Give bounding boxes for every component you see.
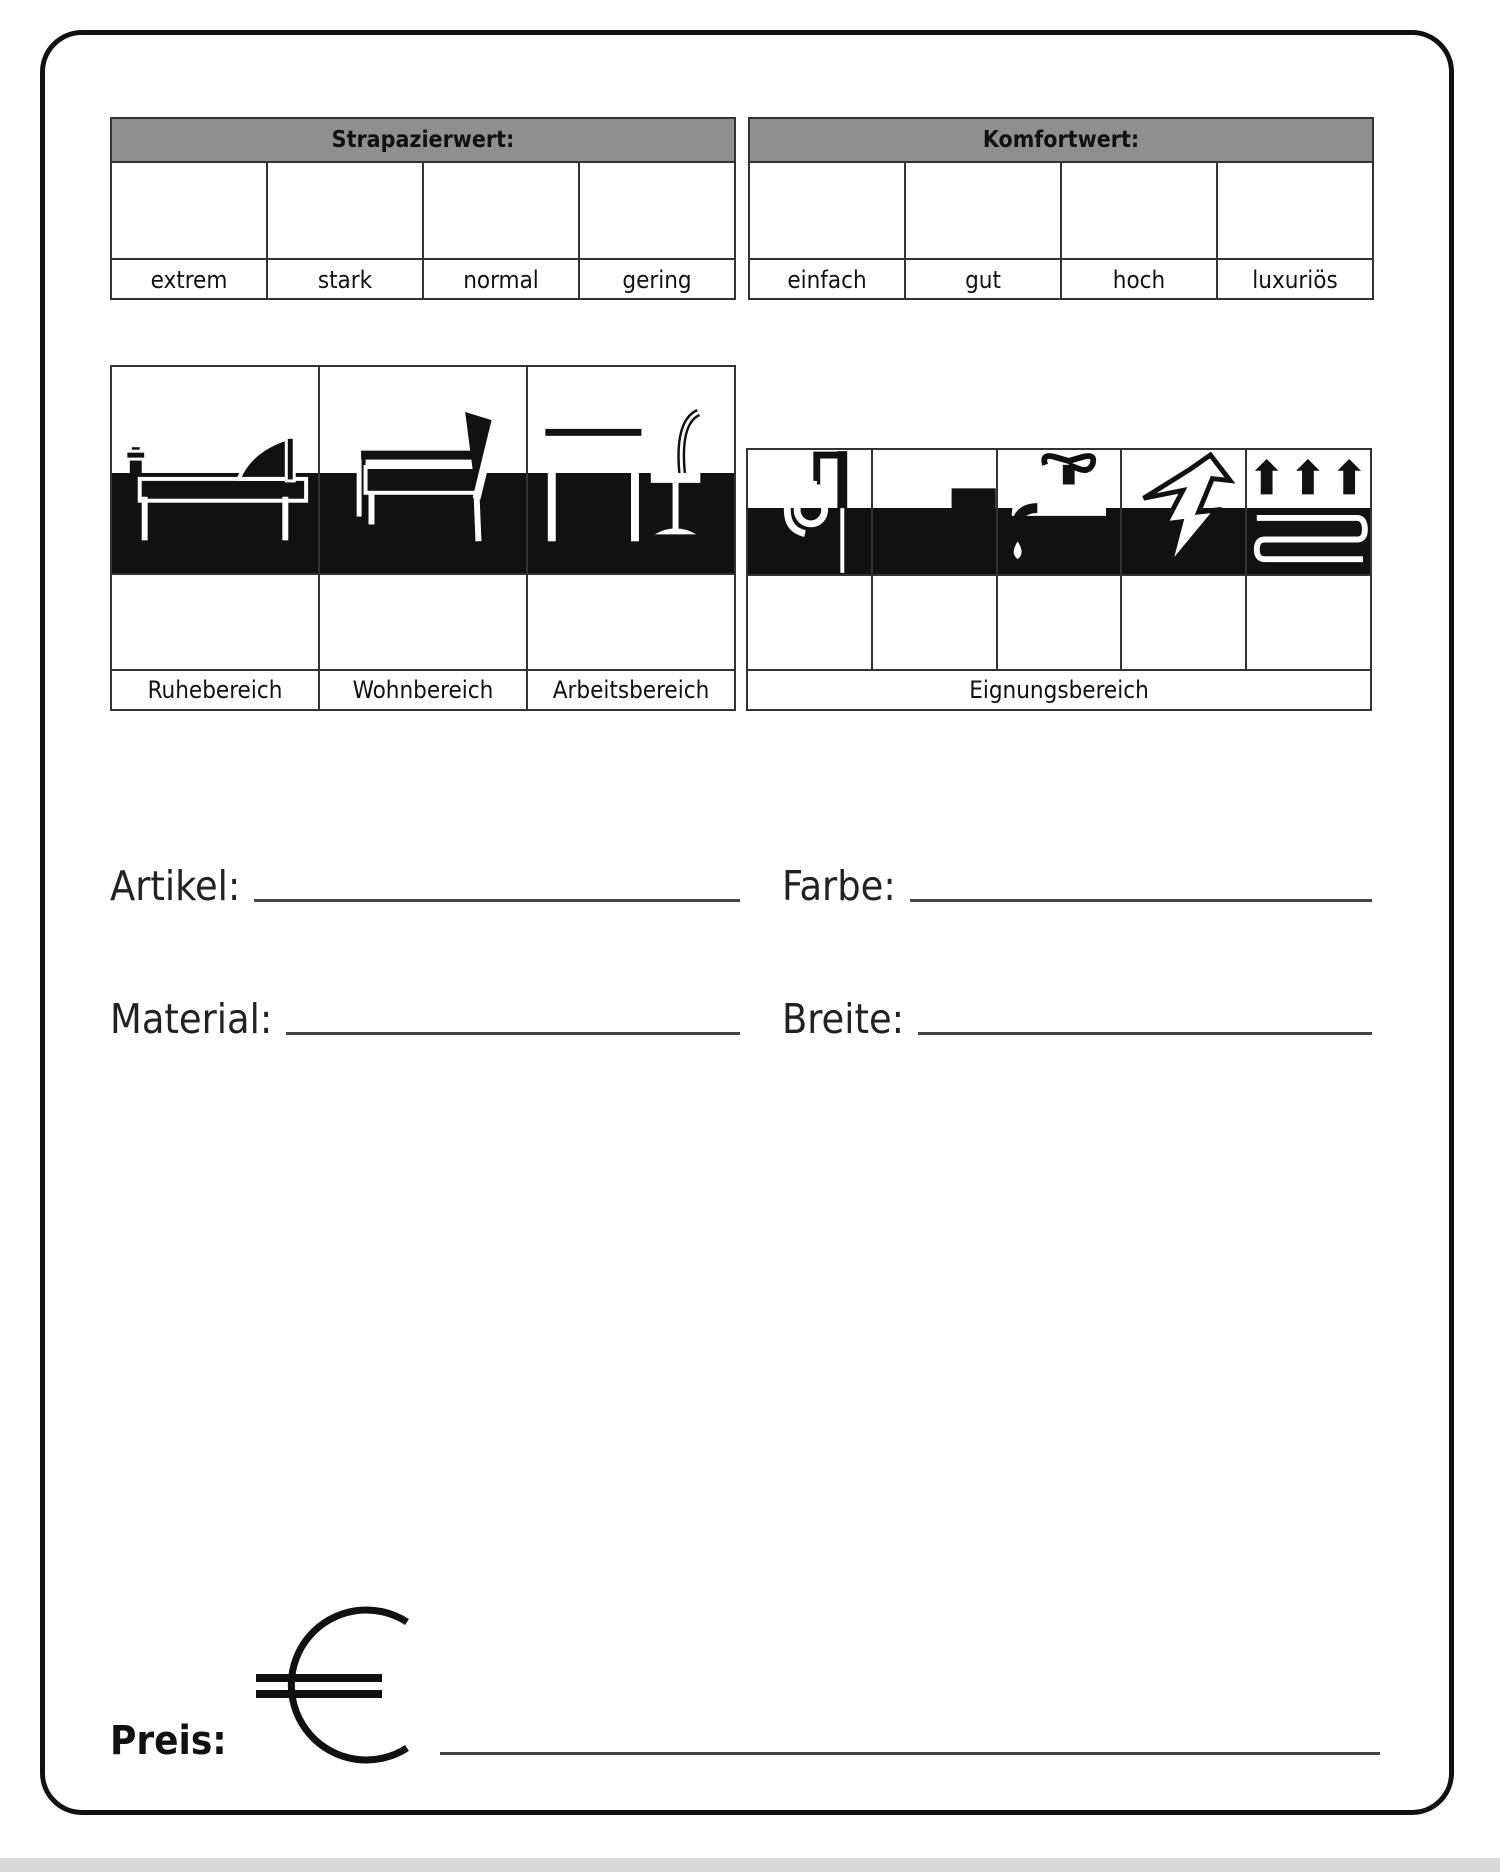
scan-edge: [0, 1858, 1500, 1872]
material-label: Material:: [110, 995, 273, 1043]
eignung-box-castor[interactable]: [748, 576, 873, 669]
bereich-label: Ruhebereich: [112, 671, 320, 709]
komfortwert-table: [748, 117, 1374, 300]
preis-line[interactable]: [440, 1752, 1380, 1755]
komfortwert-box-hoch[interactable]: [1062, 163, 1218, 258]
komfortwert-title: Komfortwert:: [750, 119, 1372, 163]
artikel-field[interactable]: [110, 862, 740, 910]
komfortwert-label: einfach: [750, 260, 906, 300]
farbe-line[interactable]: [910, 898, 1372, 902]
eignung-box-static[interactable]: [1122, 576, 1247, 669]
breite-line[interactable]: [918, 1031, 1372, 1035]
floor-heating-icon: [1247, 450, 1370, 574]
stairs-icon: [873, 450, 998, 574]
bereich-table: [110, 365, 736, 711]
bed-icon: [112, 367, 320, 573]
euro-icon: [252, 1600, 422, 1770]
strapazierwert-box-normal[interactable]: [424, 163, 580, 258]
strapazierwert-box-gering[interactable]: [580, 163, 734, 258]
farbe-label: Farbe:: [782, 862, 896, 910]
eignung-box-floor-heating[interactable]: [1247, 576, 1370, 669]
desk-chair-icon: [528, 367, 734, 573]
strapazierwert-title: Strapazierwert:: [112, 119, 734, 163]
strapazierwert-table: [110, 117, 736, 300]
strapazierwert-label: stark: [268, 260, 424, 300]
artikel-line[interactable]: [254, 898, 740, 902]
strapazierwert-label: extrem: [112, 260, 268, 300]
eignung-box-water[interactable]: [998, 576, 1123, 669]
komfortwert-box-einfach[interactable]: [750, 163, 906, 258]
komfortwert-box-gut[interactable]: [906, 163, 1062, 258]
strapazierwert-box-extrem[interactable]: [112, 163, 268, 258]
material-line[interactable]: [286, 1031, 740, 1035]
water-tap-icon: [998, 450, 1123, 574]
eignung-box-stairs[interactable]: [873, 576, 998, 669]
komfortwert-label: luxuriös: [1252, 266, 1338, 294]
eignung-table: [746, 448, 1372, 711]
komfortwert-label: gut: [906, 260, 1062, 300]
bereich-box-ruhe[interactable]: [112, 575, 320, 669]
farbe-field[interactable]: [782, 862, 1372, 910]
bereich-label: Arbeitsbereich: [552, 676, 710, 704]
bereich-box-arbeit[interactable]: [528, 575, 734, 669]
komfortwert-label: hoch: [1062, 260, 1218, 300]
bereich-label: Wohnbereich: [320, 671, 528, 709]
artikel-label: Artikel:: [110, 862, 241, 910]
breite-label: Breite:: [782, 995, 905, 1043]
komfortwert-box-luxurioes[interactable]: [1218, 163, 1372, 258]
breite-field[interactable]: [782, 995, 1372, 1043]
castor-wheel-icon: [748, 450, 873, 574]
material-field[interactable]: [110, 995, 740, 1043]
strapazierwert-label: gering: [622, 266, 692, 294]
bereich-box-wohn[interactable]: [320, 575, 528, 669]
armchair-icon: [320, 367, 528, 573]
strapazierwert-box-stark[interactable]: [268, 163, 424, 258]
lightning-icon: [1122, 450, 1247, 574]
strapazierwert-label: normal: [424, 260, 580, 300]
eignung-label: Eignungsbereich: [969, 676, 1149, 704]
preis-label: Preis:: [110, 1718, 227, 1764]
